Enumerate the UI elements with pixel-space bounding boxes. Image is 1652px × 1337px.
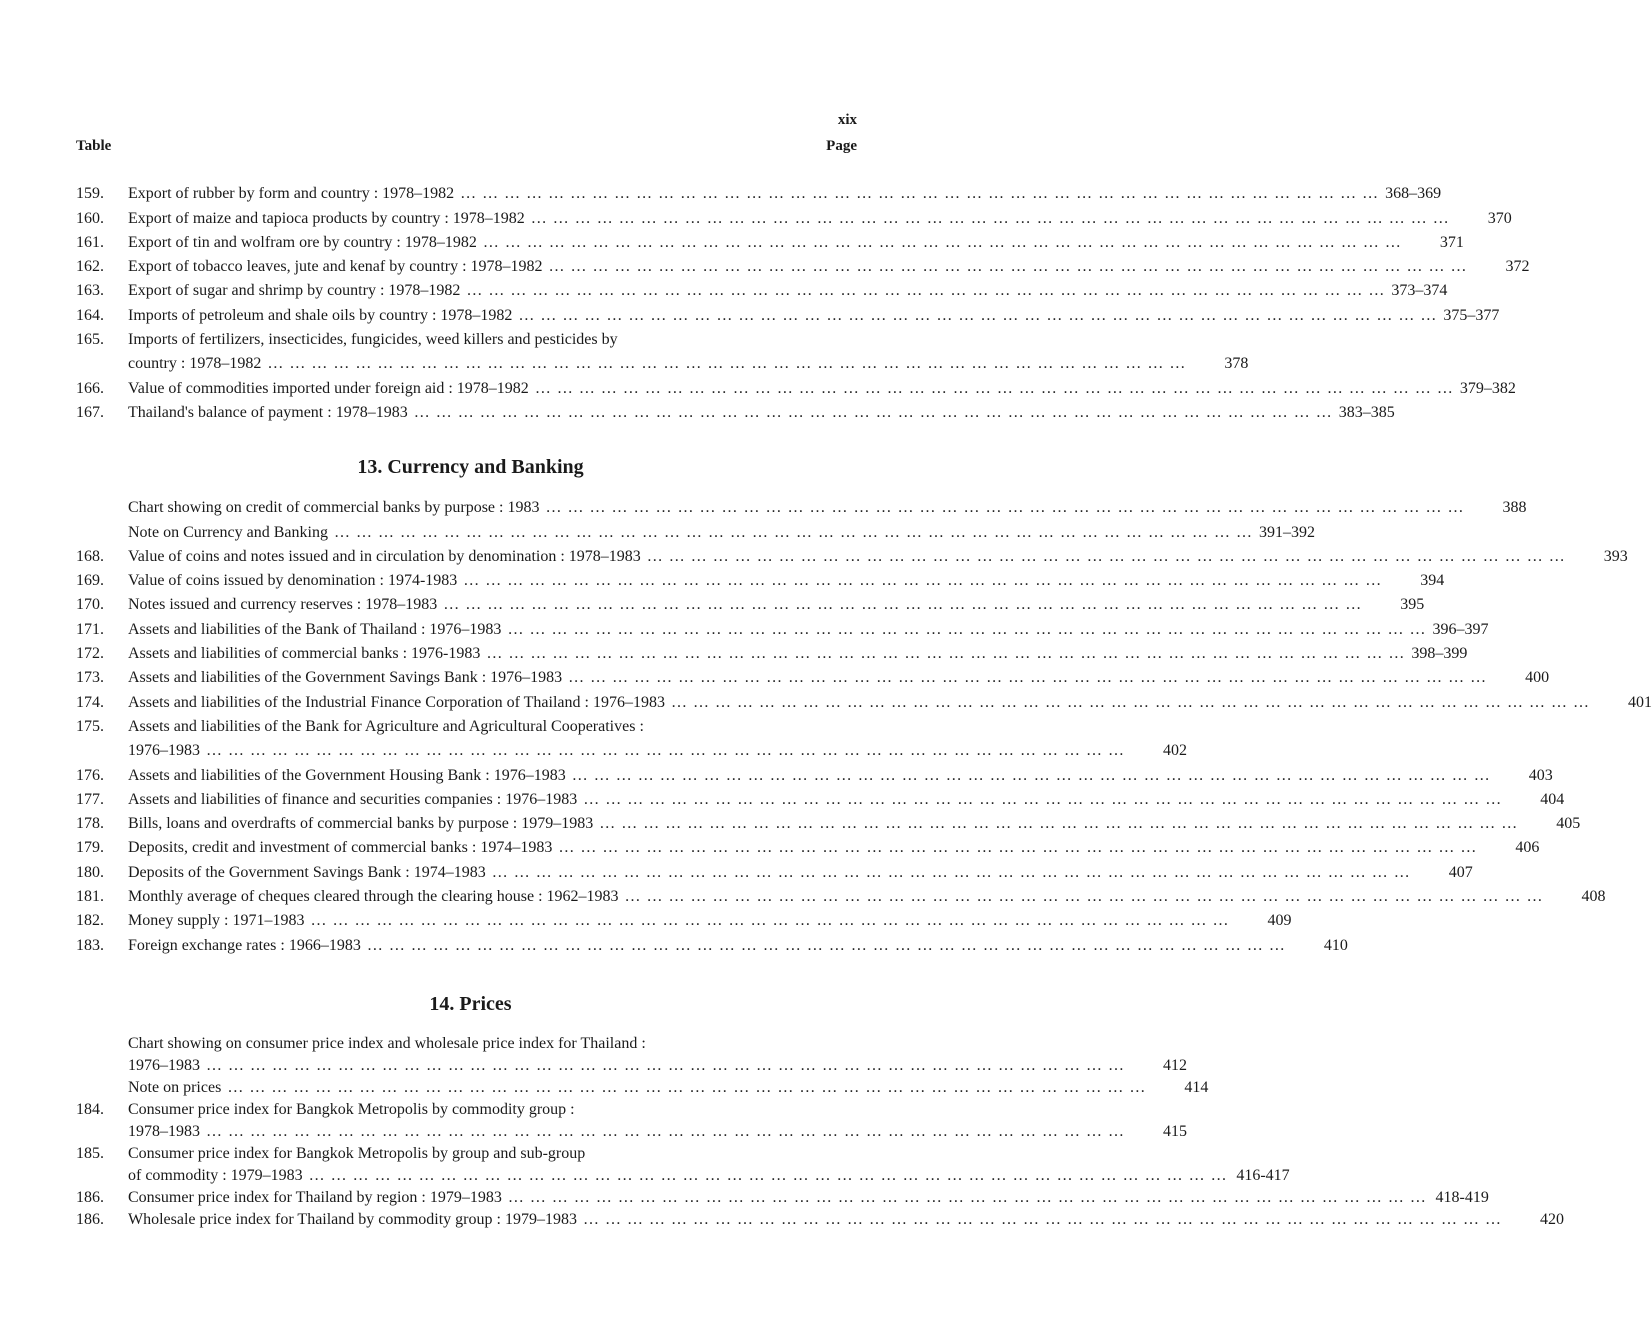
- dot-leader: … … … … … … … … … … … … … … … … … … … … … … … … … … … … … … … … … … … … … … … … … …: [568, 669, 1488, 687]
- dot-leader: … … … … … … … … … … … … … … … … … … … … … … … … … … … … … … … … … … … … … … … … … …: [333, 523, 1253, 541]
- dot-leader: … … … … … … … … … … … … … … … … … … … … … … … … … … … … … … … … … … … … … … … … … …: [646, 547, 1566, 565]
- entry-page: 396–397: [1432, 620, 1489, 638]
- toc-entry: [76, 277, 1448, 301]
- entry-title: Assets and liabilities of commercial banks : 1976-1983: [128, 645, 481, 663]
- toc-entry: [76, 399, 1395, 423]
- entry-title: Deposits of the Government Savings Bank : 1974–1983: [128, 863, 486, 881]
- toc-entry: [76, 640, 1468, 664]
- entry-page: 400: [1525, 669, 1550, 687]
- entry-page: 393: [1603, 547, 1628, 565]
- entry-body: [128, 693, 1596, 713]
- dot-leader: … … … … … … … … … … … … … … … … … … … … … … … … … … … … … … … … … … … … … … … … … …: [460, 185, 1380, 203]
- dot-leader: … … … … … … … … … … … … … … … … … … … … … … … … … … … … … … … … … … … … … … … … … …: [267, 355, 1187, 373]
- toc-entry: [76, 615, 1489, 639]
- entry-number: 174.: [76, 693, 104, 711]
- entry-title: Export of rubber by form and country : 1978–1982: [128, 185, 455, 203]
- entry-body: [128, 184, 1385, 204]
- toc-entry: [76, 1076, 1209, 1098]
- entry-title: Consumer price index for Thailand by region : 1979–1983: [128, 1189, 502, 1206]
- entry-page: 379–382: [1459, 379, 1516, 397]
- dot-leader: … … … … … … … … … … … … … … … … … … … … … … … … … … … … … … … … … … … … … … … … … …: [482, 233, 1402, 251]
- entry-page: 420: [1539, 1211, 1564, 1228]
- entry-page: 373–374: [1391, 282, 1448, 300]
- entry-body: [128, 1188, 1433, 1208]
- table-column-header: Table: [76, 138, 112, 154]
- dot-leader: … … … … … … … … … … … … … … … … … … … … … … … … … … … … … … … … … … … … … … … … … …: [507, 620, 1427, 638]
- entry-page: 401: [1627, 693, 1652, 711]
- entry-body: [128, 547, 1572, 567]
- dot-leader: … … … … … … … … … … … … … … … … … … … … … … … … … … … … … … … … … … … … … … … … … …: [670, 693, 1590, 711]
- entry-page: 408: [1581, 888, 1606, 906]
- entry-number: 165.: [76, 331, 104, 349]
- entry-title: Imports of petroleum and shale oils by country : 1978–1982: [128, 306, 513, 324]
- toc-entry: [76, 1186, 1489, 1208]
- entry-body: [128, 1166, 1234, 1186]
- toc-entry: [76, 591, 1425, 615]
- toc-entry: [76, 688, 1652, 712]
- dot-leader: … … … … … … … … … … … … … … … … … … … … … … … … … … … … … … … … … … … … … … … … … …: [530, 209, 1450, 227]
- entry-number: 171.: [76, 620, 104, 638]
- entry-page: 383–385: [1338, 403, 1395, 421]
- toc-entry: [76, 907, 1292, 931]
- entry-number: 180.: [76, 863, 104, 881]
- entry-title: Assets and liabilities of finance and securities companies : 1976–1983: [128, 790, 578, 808]
- entry-body: [128, 766, 1497, 786]
- entry-number: 172.: [76, 645, 104, 663]
- entry-title: Consumer price index for Bangkok Metropolis by group and sub-group: [128, 1145, 586, 1162]
- entry-page: 370: [1487, 209, 1512, 227]
- entry-title: Note on Currency and Banking: [128, 523, 328, 541]
- entry-title-continued: of commodity : 1979–1983: [128, 1167, 303, 1184]
- entry-number: 161.: [76, 233, 104, 251]
- toc-entry: [76, 1054, 1187, 1076]
- entry-body: [128, 523, 1259, 543]
- dot-leader: … … … … … … … … … … … … … … … … … … … … … … … … … … … … … … … … … … … … … … … … … …: [206, 742, 1125, 760]
- entry-page: 404: [1540, 790, 1565, 808]
- entry-number: 182.: [76, 912, 104, 930]
- entry-page: 375–377: [1443, 306, 1500, 324]
- entry-page: 394: [1420, 572, 1445, 590]
- entry-title: Money supply : 1971–1983: [128, 912, 305, 930]
- entry-body: [128, 911, 1235, 931]
- page-number: xix: [837, 112, 857, 128]
- dot-leader: … … … … … … … … … … … … … … … … … … … … … … … … … … … … … … … … … … … … … … … … … …: [507, 1189, 1427, 1206]
- entry-body: [128, 814, 1524, 834]
- entry-title: Consumer price index for Bangkok Metropolis by commodity group :: [128, 1101, 575, 1118]
- entry-page: 414: [1184, 1079, 1209, 1096]
- entry-title: Note on prices: [128, 1079, 222, 1096]
- entry-title: Notes issued and currency reserves : 1978–1983: [128, 596, 438, 614]
- dot-leader: … … … … … … … … … … … … … … … … … … … … … … … … … … … … … … … … … … … … … … … … … …: [583, 790, 1503, 808]
- entry-page: 418-419: [1435, 1189, 1489, 1206]
- toc-entry: [76, 786, 1565, 810]
- entry-body: [128, 1056, 1131, 1076]
- dot-leader: … … … … … … … … … … … … … … … … … … … … … … … … … … … … … … … … … … … … … … … … … …: [599, 815, 1519, 833]
- entry-body: [128, 1078, 1152, 1098]
- entry-title-continued: 1976–1983: [128, 742, 200, 760]
- entry-body: [128, 936, 1292, 956]
- entry-number: 177.: [76, 790, 104, 808]
- entry-body: [128, 379, 1460, 399]
- entry-page: 402: [1163, 742, 1187, 760]
- toc-entry: [76, 883, 1606, 907]
- section-13-list: [76, 494, 1652, 956]
- entry-body: [128, 741, 1131, 761]
- entry-page: 403: [1528, 766, 1553, 784]
- entry-title: Export of tobacco leaves, jute and kenaf by country : 1978–1982: [128, 258, 543, 276]
- section-14-heading: 14. Prices: [429, 993, 512, 1015]
- toc-entry-line: [76, 1142, 858, 1164]
- toc-entry: [76, 204, 1512, 228]
- entry-title: Assets and liabilities of the Bank for Agriculture and Agricultural Cooperatives :: [128, 717, 644, 735]
- entry-body: [128, 644, 1411, 664]
- toc-entry: [76, 350, 1249, 374]
- toc-entry-line: [76, 713, 858, 737]
- toc-entry: [76, 229, 1464, 253]
- toc-entry: [76, 543, 1628, 567]
- toc-entry-line: [76, 1032, 858, 1054]
- entry-number: 181.: [76, 888, 104, 906]
- dot-leader: … … … … … … … … … … … … … … … … … … … … … … … … … … … … … … … … … … … … … … … … … …: [227, 1079, 1147, 1096]
- entry-title: Export of tin and wolfram ore by country : 1978–1982: [128, 233, 477, 251]
- dot-leader: … … … … … … … … … … … … … … … … … … … … … … … … … … … … … … … … … … … … … … … … … …: [571, 766, 1491, 784]
- entry-body: [128, 1210, 1508, 1230]
- entry-title: Foreign exchange rates : 1966–1983: [128, 936, 361, 954]
- entry-page: 416-417: [1236, 1167, 1290, 1184]
- dot-leader: … … … … … … … … … … … … … … … … … … … … … … … … … … … … … … … … … … … … … … … … … …: [491, 863, 1411, 881]
- entry-number: 179.: [76, 839, 104, 857]
- toc-entry: [76, 737, 1187, 761]
- entry-body: [128, 620, 1432, 640]
- dot-leader: … … … … … … … … … … … … … … … … … … … … … … … … … … … … … … … … … … … … … … … … … …: [206, 1123, 1125, 1140]
- entry-body: [128, 595, 1368, 615]
- toc-entry: [76, 1164, 1290, 1186]
- dot-leader: … … … … … … … … … … … … … … … … … … … … … … … … … … … … … … … … … … … … … … … … … …: [518, 306, 1438, 324]
- toc-entry-line: [76, 326, 858, 350]
- page-column-header: Page: [826, 138, 857, 154]
- entry-number: 164.: [76, 306, 104, 324]
- dot-leader: … … … … … … … … … … … … … … … … … … … … … … … … … … … … … … … … … … … … … … … … … …: [310, 912, 1230, 930]
- dot-leader: … … … … … … … … … … … … … … … … … … … … … … … … … … … … … … … … … … … … … … … … … …: [545, 499, 1465, 517]
- dot-leader: … … … … … … … … … … … … … … … … … … … … … … … … … … … … … … … … … … … … … … … … … …: [558, 839, 1478, 857]
- entry-number: 170.: [76, 596, 104, 614]
- dot-leader: … … … … … … … … … … … … … … … … … … … … … … … … … … … … … … … … … … … … … … … … … …: [624, 888, 1544, 906]
- entry-page: 405: [1556, 815, 1581, 833]
- entry-page: 395: [1400, 596, 1425, 614]
- dot-leader: … … … … … … … … … … … … … … … … … … … … … … … … … … … … … … … … … … … … … … … … … …: [443, 596, 1363, 614]
- entry-body: [128, 403, 1339, 423]
- entry-body: [128, 257, 1474, 277]
- entry-number: 186.: [76, 1211, 104, 1228]
- toc-entry: [76, 180, 1442, 204]
- entry-title: Deposits, credit and investment of commercial banks : 1974–1983: [128, 839, 553, 857]
- entry-page: 388: [1502, 499, 1527, 517]
- entry-page: 398–399: [1411, 645, 1468, 663]
- dot-leader: … … … … … … … … … … … … … … … … … … … … … … … … … … … … … … … … … … … … … … … … … …: [463, 572, 1383, 590]
- dot-leader: … … … … … … … … … … … … … … … … … … … … … … … … … … … … … … … … … … … … … … … … … …: [366, 936, 1286, 954]
- entry-body: [128, 498, 1470, 518]
- section-14-list: [76, 1032, 1564, 1230]
- entry-number: 173.: [76, 669, 104, 687]
- entry-number: 169.: [76, 572, 104, 590]
- dot-leader: … … … … … … … … … … … … … … … … … … … … … … … … … … … … … … … … … … … … … … … … … …: [308, 1167, 1228, 1184]
- entry-title: Bills, loans and overdrafts of commercial banks by purpose : 1979–1983: [128, 815, 594, 833]
- toc-entry: [76, 518, 1315, 542]
- entry-number: 159.: [76, 185, 104, 203]
- toc-entry: [76, 931, 1348, 955]
- entry-body: [128, 838, 1483, 858]
- toc-entry: [76, 301, 1500, 325]
- entry-body: [128, 281, 1391, 301]
- toc-entry: [76, 834, 1540, 858]
- entry-body: [128, 863, 1417, 883]
- entry-page: 372: [1505, 258, 1530, 276]
- toc-entry: [76, 761, 1553, 785]
- entry-title: Export of sugar and shrimp by country : 1978–1982: [128, 282, 461, 300]
- entry-page: 371: [1439, 233, 1464, 251]
- entry-body: [128, 209, 1456, 229]
- entry-title: Assets and liabilities of the Industrial Finance Corporation of Thailand : 1976–1983: [128, 693, 665, 711]
- entry-number: 163.: [76, 282, 104, 300]
- entry-body: [128, 306, 1443, 326]
- entry-number: 185.: [76, 1145, 104, 1162]
- entry-title: Imports of fertilizers, insecticides, fungicides, weed killers and pesticides by: [128, 331, 618, 349]
- toc-entry: [76, 567, 1445, 591]
- entry-page: 407: [1448, 863, 1473, 881]
- section-13-heading: 13. Currency and Banking: [357, 456, 584, 478]
- entry-title: Assets and liabilities of the Government Housing Bank : 1976–1983: [128, 766, 566, 784]
- entry-title-continued: 1978–1983: [128, 1123, 200, 1140]
- entry-title: Chart showing on consumer price index and wholesale price index for Thailand :: [128, 1035, 646, 1052]
- entry-number: 166.: [76, 379, 104, 397]
- entry-title-continued: 1976–1983: [128, 1057, 200, 1074]
- dot-leader: … … … … … … … … … … … … … … … … … … … … … … … … … … … … … … … … … … … … … … … … … …: [413, 403, 1333, 421]
- dot-leader: … … … … … … … … … … … … … … … … … … … … … … … … … … … … … … … … … … … … … … … … … …: [206, 1057, 1125, 1074]
- entry-title: Value of coins issued by denomination : 1974-1983: [128, 572, 458, 590]
- entry-number: 162.: [76, 258, 104, 276]
- entry-body: [128, 354, 1192, 374]
- dot-leader: … … … … … … … … … … … … … … … … … … … … … … … … … … … … … … … … … … … … … … … … … …: [466, 282, 1386, 300]
- toc-entry: [76, 494, 1527, 518]
- toc-entry: [76, 810, 1581, 834]
- toc-entry: [76, 1208, 1564, 1230]
- entry-title: Chart showing on credit of commercial banks by purpose : 1983: [128, 499, 540, 517]
- entry-page: 368–369: [1385, 185, 1442, 203]
- entry-title: Wholesale price index for Thailand by commodity group : 1979–1983: [128, 1211, 577, 1228]
- dot-leader: … … … … … … … … … … … … … … … … … … … … … … … … … … … … … … … … … … … … … … … … … …: [486, 645, 1406, 663]
- entry-title: Value of commodities imported under foreign aid : 1978–1982: [128, 379, 529, 397]
- entry-page: 391–392: [1258, 523, 1315, 541]
- entry-number: 175.: [76, 717, 104, 735]
- entry-body: [128, 233, 1408, 253]
- toc-entry: [76, 374, 1516, 398]
- entry-number: 186.: [76, 1189, 104, 1206]
- entry-number: 178.: [76, 815, 104, 833]
- entry-page: 415: [1163, 1123, 1187, 1140]
- section-12-list: [76, 180, 1530, 423]
- entry-body: [128, 1122, 1131, 1142]
- entry-number: 167.: [76, 403, 104, 421]
- entry-title: Value of coins and notes issued and in circulation by denomination : 1978–1983: [128, 547, 641, 565]
- toc-entry: [76, 253, 1530, 277]
- dot-leader: … … … … … … … … … … … … … … … … … … … … … … … … … … … … … … … … … … … … … … … … … …: [582, 1211, 1502, 1228]
- entry-title-continued: country : 1978–1982: [128, 355, 262, 373]
- entry-page: 378: [1224, 355, 1249, 373]
- entry-number: 160.: [76, 209, 104, 227]
- toc-entry: [76, 664, 1550, 688]
- entry-title: Assets and liabilities of the Bank of Thailand : 1976–1983: [128, 620, 502, 638]
- entry-page: 412: [1163, 1057, 1187, 1074]
- entry-page: 409: [1267, 912, 1292, 930]
- entry-body: [128, 887, 1550, 907]
- entry-number: 183.: [76, 936, 104, 954]
- dot-leader: … … … … … … … … … … … … … … … … … … … … … … … … … … … … … … … … … … … … … … … … … …: [548, 258, 1468, 276]
- entry-title: Thailand's balance of payment : 1978–1983: [128, 403, 408, 421]
- toc-entry-line: [76, 1098, 858, 1120]
- entry-title: Export of maize and tapioca products by country : 1978–1982: [128, 209, 525, 227]
- toc-entry: [76, 858, 1473, 882]
- entry-title: Monthly average of cheques cleared through the clearing house : 1962–1983: [128, 888, 619, 906]
- entry-number: 176.: [76, 766, 104, 784]
- entry-number: 184.: [76, 1101, 104, 1118]
- entry-page: 406: [1515, 839, 1540, 857]
- entry-title: Assets and liabilities of the Government Savings Bank : 1976–1983: [128, 669, 563, 687]
- entry-body: [128, 668, 1493, 688]
- toc-entry: [76, 1120, 1187, 1142]
- entry-page: 410: [1323, 936, 1348, 954]
- entry-number: 168.: [76, 547, 104, 565]
- entry-body: [128, 790, 1508, 810]
- dot-leader: … … … … … … … … … … … … … … … … … … … … … … … … … … … … … … … … … … … … … … … … … …: [534, 379, 1454, 397]
- entry-body: [128, 571, 1388, 591]
